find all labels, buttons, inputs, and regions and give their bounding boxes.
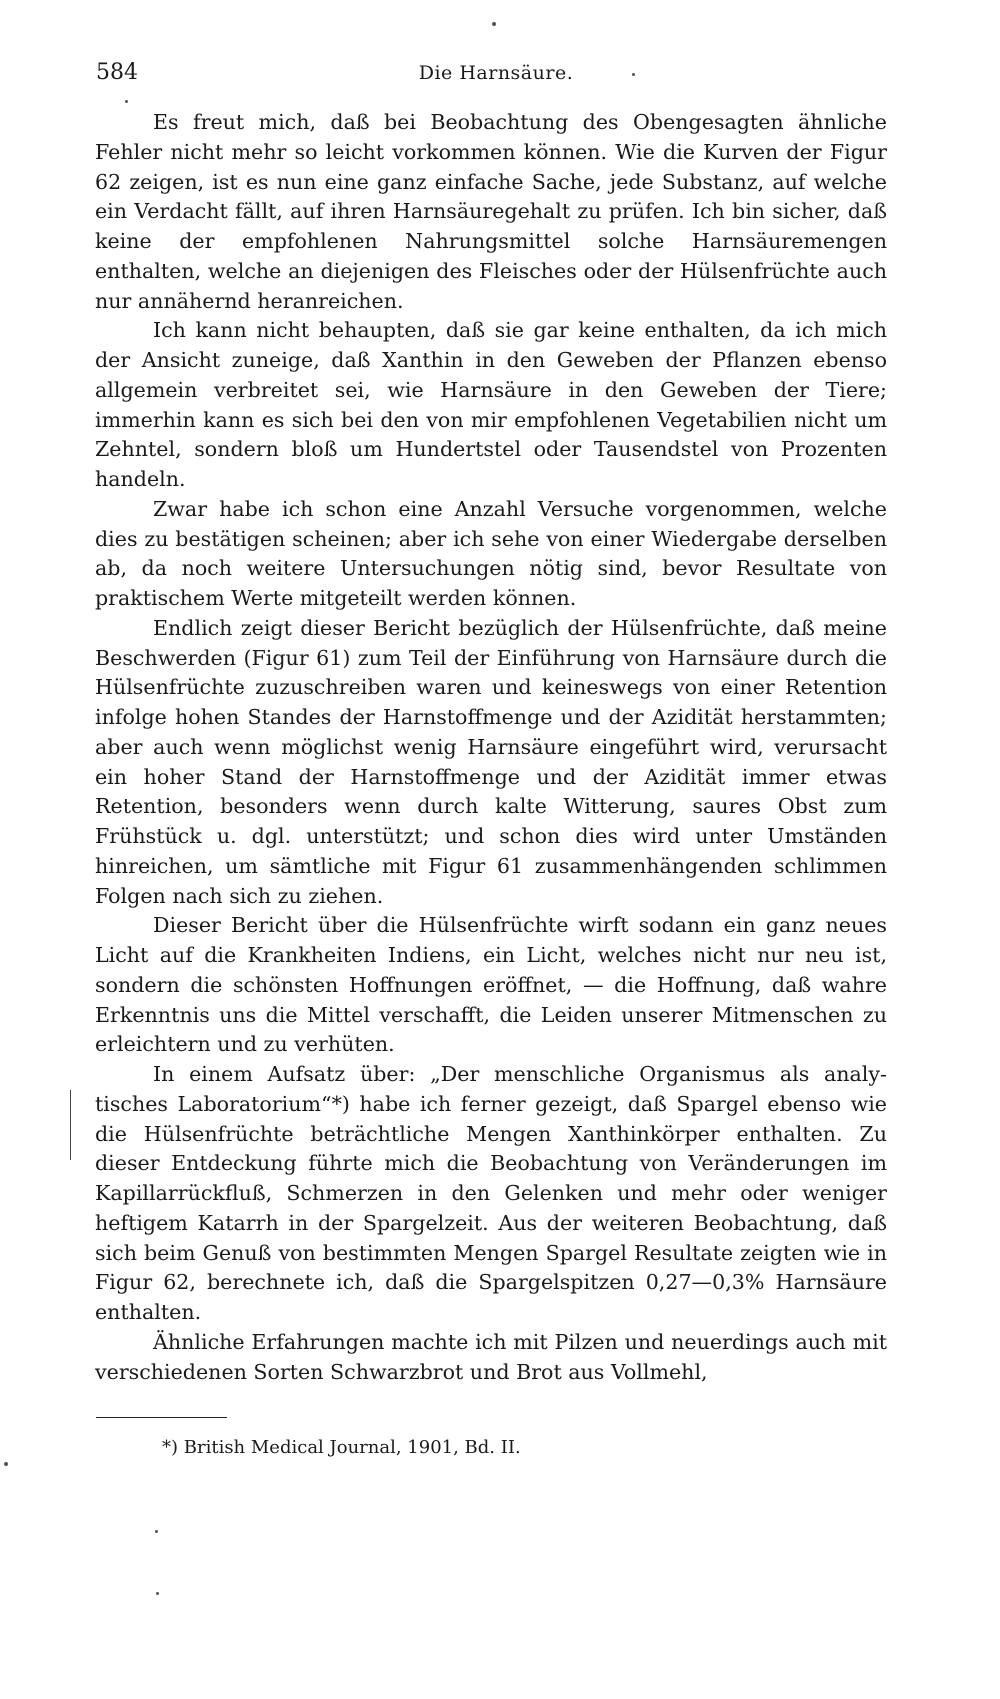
paragraph: Ähnliche Erfahrungen machte ich mit Pilzen und neuerdings auch mit verschiedenen Sorten Schwarzbrot und Brot aus Vollmehl, [95, 1329, 887, 1384]
body-text [95, 108, 887, 1387]
scan-speck [4, 1462, 8, 1466]
scan-speck [125, 100, 128, 103]
footnote: *) British Medical Journal, 1901, Bd. II. [162, 1437, 521, 1458]
paragraph: Ich kann nicht behaupten, daß sie gar keine enthalten, da ich mich der Ansicht zuneige, daß Xanthin in den Geweben der Pflanzen ebenso allgemein verbreitet sei, wie Harnsäure in den Geweben der Tiere; immerhin kann es sich bei den von mir empfohlenen Vegetabilien nicht um Zehntel, sondern bloß um Hundertstel oder Tausendstel von Prozenten handeln. [95, 318, 887, 491]
scan-speck [156, 1592, 159, 1595]
paragraph: Endlich zeigt dieser Bericht bezüglich der Hülsenfrüchte, daß meine Beschwerden (Figur 61) zum Teil der Einführung von Harnsäure durch die Hülsenfrüchte zuzuschreiben waren und keineswegs von einer Retention infolge hohen Standes der Harnstoffmenge und der Azidität herstammten; aber auch wenn möglichst wenig Harnsäure eingeführt wird, verursacht ein hoher Stand der Harnstoffmenge und der Azidität immer etwas Retention, besonders wenn durch kalte Witterung, saures Obst zum Frühstück u. dgl. unterstützt; und schon dies wird unter Umständen hinreichen, um sämtliche mit Figur 61 zusammenhängenden schlimmen Folgen nach sich zu ziehen. [95, 615, 887, 908]
scan-speck [632, 73, 635, 76]
footnote-divider [96, 1417, 227, 1418]
paragraph: Dieser Bericht über die Hülsenfrüchte wirft sodann ein ganz neues Licht auf die Krankheiten Indiens, ein Licht, welches nicht nur neu ist, sondern die schönsten Hoffnungen eröffnet, — die Hoffnung, daß wahre Erkenntnis uns die Mittel verschafft, die Leiden unserer Mitmenschen zu erleichtern und zu verhüten. [95, 913, 887, 1057]
page-number: 584 [96, 60, 138, 85]
margin-mark [70, 1090, 71, 1160]
page-header [96, 60, 896, 90]
paragraph: Es freut mich, daß bei Beobachtung des Obengesagten ähnliche Fehler nicht mehr so leicht vorkommen können. Wie die Kurven der Figur 62 zeigen, ist es nun eine ganz einfache Sache, jede Substanz, auf welche ein Verdacht fällt, auf ihren Harnsäuregehalt zu prüfen. Ich bin sicher, daß keine der empfohlenen Nahrungsmittel solche Harnsäuremengen enthalten, welche an diejenigen des Fleisches oder der Hülsenfrüchte auch nur annähernd heranreichen. [95, 110, 887, 313]
paragraph: Zwar habe ich schon eine Anzahl Versuche vorgenommen, welche dies zu bestätigen scheinen; aber ich sehe von einer Wiedergabe derselben ab, da noch weitere Untersuchungen nötig sind, bevor Resultate von praktischem Werte mitgeteilt werden können. [95, 496, 887, 610]
scan-speck [155, 1530, 158, 1533]
running-title: Die Harnsäure. [418, 62, 574, 84]
scan-speck [492, 22, 496, 26]
paragraph: In einem Aufsatz über: „Der menschliche Organismus als analytisches Laboratorium“*) habe ich ferner gezeigt, daß Spargel ebenso wie die Hülsenfrüchte beträchtliche Mengen Xanthinkörper enthalten. Zu dieser Entdeckung führte mich die Beobachtung von Veränderungen im Kapillarrückfluß, Schmerzen in den Gelenken und mehr oder weniger heftigem Katarrh in der Spargelzeit. Aus der weiteren Beobachtung, daß sich beim Genuß von bestimmten Mengen Spargel Resultate zeigten wie in Figur 62, berechnete ich, daß die Spargelspitzen 0,27—0,3% Harnsäure enthalten. [95, 1062, 887, 1324]
